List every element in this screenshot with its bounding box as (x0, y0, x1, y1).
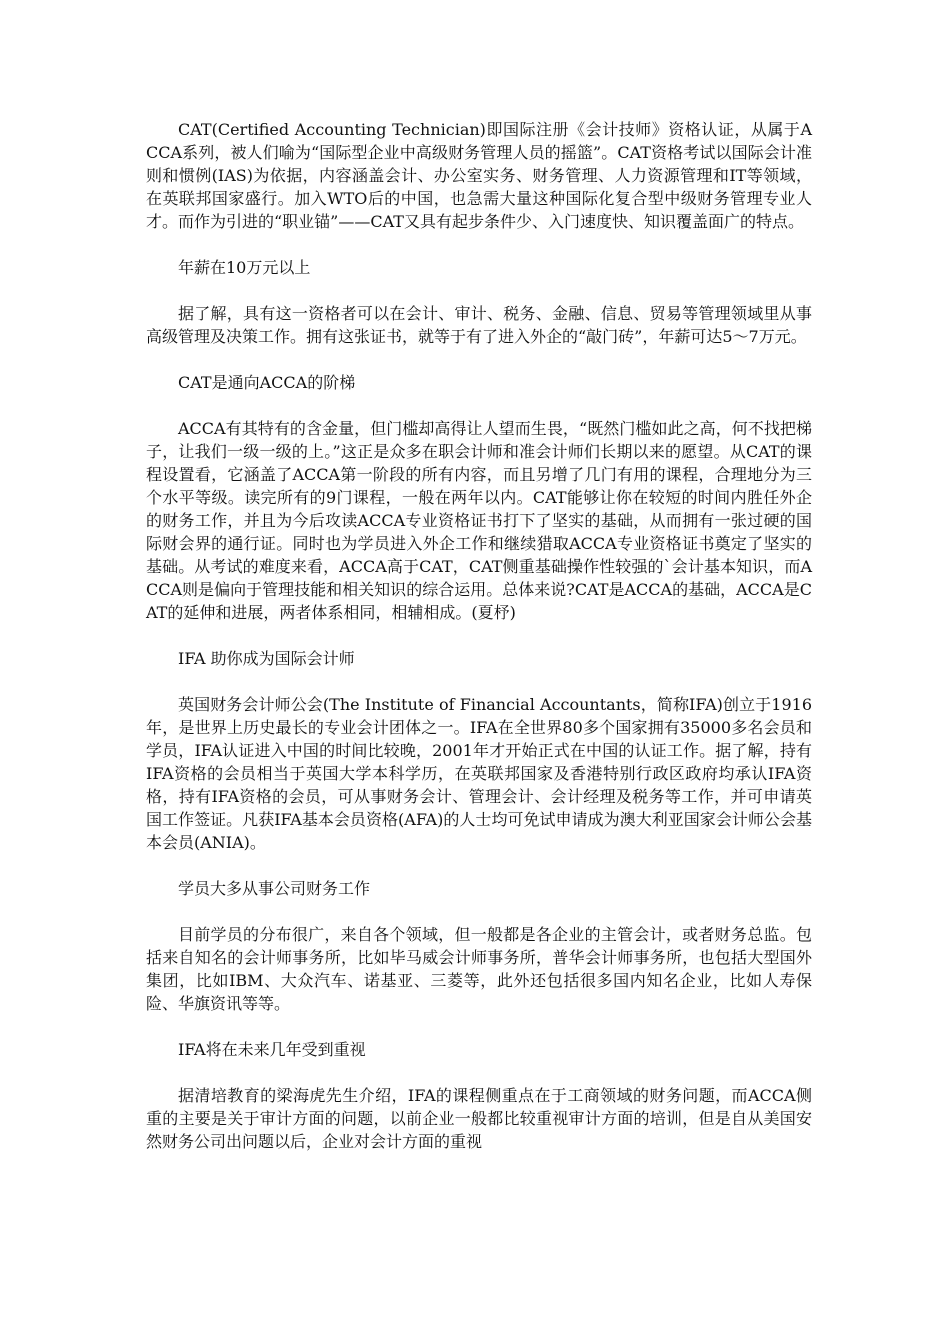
heading-cat-acca-ladder: CAT是通向ACCA的阶梯 (178, 373, 356, 392)
paragraph-ifa-intro: 英国财务会计师公会(The Institute of Financial Accountants，简称IFA)创立于1916年，是世界上历史最长的专业会计团体之一。IFA在全世界80多个国家拥有35000多名会员和学员，IFA认证进入中国的时间比较晚，2001年才开始正式在中国的认证工作。据了解，持有IFA资格的会员相当于英国大学本科学历，在英联邦国家及香港特别行政区政府均承认IFA资格，持有IFA资格的会员，可从事财务会计、管理会计、会计经理及税务等工作，并可申请英国工作签证。凡获IFA基本会员资格(AFA)的人士均可免试申请成为澳大利亚国家会计师公会基本会员(ANIA)。 (146, 695, 812, 852)
heading-ifa-future: IFA将在未来几年受到重视 (178, 1040, 366, 1059)
paragraph-cat-acca-ladder: ACCA有其特有的含金量，但门槛却高得让人望而生畏，“既然门槛如此之高，何不找把梯子，让我们一级一级的上。”这正是众多在职会计师和准会计师们长期以来的愿望。从CAT的课程设置看，它涵盖了ACCA第一阶段的所有内容，而且另增了几门有用的课程，合理地分为三个水平等级。读完所有的9门课程，一般在两年以内。CAT能够让你在较短的时间内胜任外企的财务工作，并且为今后攻读ACCA专业资格证书打下了坚实的基础，从而拥有一张过硬的国际财会界的通行证。同时也为学员进入外企工作和继续猎取ACCA专业资格证书奠定了坚实的基础。从考试的难度来看，ACCA高于CAT，CAT侧重基础操作性较强的`会计基本知识，而ACCA则是偏向于管理技能和相关知识的综合运用。总体来说?CAT是ACCA的基础，ACCA是CAT的延伸和进展，两者体系相同，相辅相成。(夏杼) (146, 419, 812, 622)
document-page (146, 118, 812, 1176)
heading-ifa-intro: IFA 助你成为国际会计师 (178, 649, 355, 668)
heading-salary: 年薪在10万元以上 (178, 258, 311, 277)
paragraph-ifa-future: 据清培教育的梁海虎先生介绍，IFA的课程侧重点在于工商领域的财务问题，而ACCA侧重的主要是关于审计方面的问题，以前企业一般都比较重视审计方面的培训，但是自从美国安然财务公司出问题以后，企业对会计方面的重视 (146, 1086, 812, 1151)
heading-students: 学员大多从事公司财务工作 (178, 879, 371, 898)
paragraph-students: 目前学员的分布很广，来自各个领域，但一般都是各企业的主管会计，或者财务总监。包括来自知名的会计师事务所，比如毕马威会计师事务所，普华会计师事务所，也包括大型国外集团，比如IBM、大众汽车、诺基亚、三菱等，此外还包括很多国内知名企业，比如人寿保险、华旗资讯等等。 (146, 925, 812, 1013)
paragraph-salary: 据了解，具有这一资格者可以在会计、审计、税务、金融、信息、贸易等管理领域里从事高级管理及决策工作。拥有这张证书，就等于有了进入外企的“敲门砖”，年薪可达5～7万元。 (146, 304, 812, 346)
paragraph-cat-intro: CAT(Certified Accounting Technician)即国际注册《会计技师》资格认证，从属于ACCA系列，被人们喻为“国际型企业中高级财务管理人员的摇篮”。CAT资格考试以国际会计准则和惯例(IAS)为依据，内容涵盖会计、办公室实务、财务管理、人力资源管理和IT等领域，在英联邦国家盛行。加入WTO后的中国，也急需大量这种国际化复合型中级财务管理专业人才。而作为引进的“职业锚”——CAT又具有起步条件少、入门速度快、知识覆盖面广的特点。 (146, 120, 812, 231)
